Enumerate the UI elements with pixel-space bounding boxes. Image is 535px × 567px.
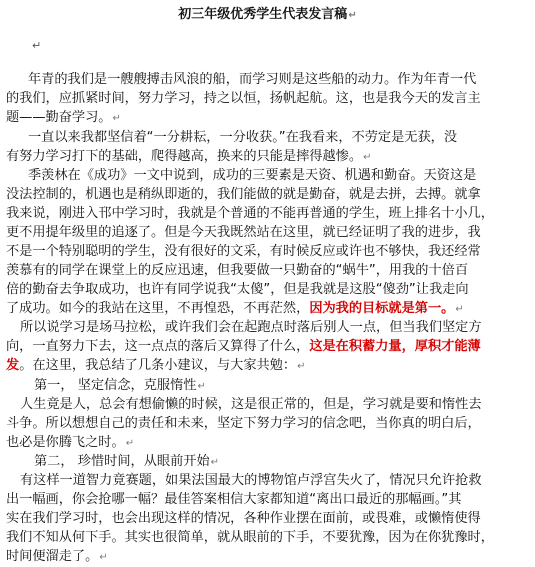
line-text: 向，一直努力下去，这一点点的落后又算得了什么， — [6, 339, 310, 354]
text-line — [34, 376, 535, 396]
text-line — [20, 471, 535, 490]
text-line — [6, 509, 532, 528]
line-text: 所以说学习是场马拉松，或许我们会在起跑点时落后别人一点，但当我们坚定方 — [20, 320, 482, 335]
line-text-tail: 。在这里，我总结了几条小建议，与大家共勉： — [19, 358, 297, 373]
text-line — [6, 528, 532, 547]
text-line — [6, 242, 532, 261]
paragraph-mark-icon: ↵ — [99, 552, 108, 563]
text-line — [6, 204, 532, 223]
paragraph-mark-icon: ↵ — [297, 361, 306, 372]
text-line — [6, 337, 532, 356]
line-text: 的我们，应抓紧时间，努力学习，持之以恒，扬帆起航。这，也是我今天的发言主 — [6, 91, 481, 106]
text-line — [6, 433, 532, 453]
paragraph-mark-icon: ↵ — [455, 304, 464, 315]
paragraph-mark-icon: ↵ — [363, 152, 372, 163]
line-text: 时间便溜走了。 — [6, 549, 99, 564]
title-text: 初三年级优秀学生代表发言稿 — [178, 7, 348, 22]
text-line — [28, 166, 535, 185]
text-line — [6, 108, 532, 128]
text-line — [6, 547, 532, 567]
highlighted-text: 这是在积蓄力量，厚积才能薄 — [309, 339, 481, 354]
text-line — [34, 452, 535, 472]
paragraph-mark-icon: ↵ — [197, 381, 206, 392]
highlighted-text: 发 — [6, 358, 20, 373]
text-line — [6, 299, 532, 319]
text-line — [28, 128, 535, 147]
line-text: 我们不知从何下手。其实也很简单，就从眼前的下手，不要犹豫，因为在你犹豫时， — [6, 530, 494, 545]
paragraph-mark-icon: ↵ — [348, 10, 357, 21]
paragraph-mark-icon: ↵ — [112, 113, 121, 124]
line-text: 有努力学习打下的基础，爬得越高，换来的只能是摔得越惨。 — [6, 149, 363, 164]
line-text: 不是一个特别聪明的学生，没有很好的文采，有时候反应或许也不够快，我还经常 — [6, 244, 481, 259]
text-line — [20, 395, 535, 414]
line-text: 更不用提年级里的追逐了。但是今天我既然站在这里，就已经证明了我的进步，我 — [6, 225, 481, 240]
text-line — [6, 261, 532, 280]
line-text: 了成功。如今的我站在这里，不再惶恐，不再茫然， — [6, 301, 310, 316]
text-line — [6, 414, 532, 433]
line-text: 没法控制的，机遇也是稍纵即逝的，我们能做的就是勤奋，就是去拼，去搏。就拿 — [6, 187, 481, 202]
text-line — [6, 89, 532, 108]
text-line — [6, 185, 532, 204]
text-line — [6, 223, 532, 242]
line-text: 羡慕有的同学在课堂上的反应迅速，但我要做一只勤奋的“蜗牛”，用我的十倍百 — [6, 263, 469, 278]
line-text: 一直以来我都坚信着“一分耕耘，一分收获。”在我看来，不劳定是无获，没 — [28, 130, 458, 145]
line-text: 季羡林在《成功》一文中说到，成功的三要素是天资、机遇和勤奋。天资这是 — [28, 168, 477, 183]
line-text: 第一， 坚定信念，克服惰性 — [34, 378, 197, 393]
line-text: 斗争。所以想想自己的责任和未来，坚定下努力学习的信念吧，当你真的明白后， — [6, 416, 481, 431]
line-text: 也必是你腾飞之时。 — [6, 435, 125, 450]
text-line — [28, 70, 535, 89]
text-line — [6, 490, 532, 509]
line-text: 第二， 珍惜时间，从眼前开始 — [34, 454, 210, 469]
highlighted-text: 因为我的目标就是第一。 — [309, 301, 455, 316]
text-line — [6, 280, 532, 299]
text-line — [20, 318, 535, 337]
paragraph-mark-icon: ↵ — [210, 457, 220, 468]
line-text: 题——勤奋学习。 — [6, 110, 112, 125]
document-title — [0, 6, 535, 25]
line-text: 我来说，刚进入邗中学习时，我就是个普通的不能再普通的学生，班上排名十小几， — [6, 206, 494, 221]
empty-paragraph-mark-icon: ↵ — [32, 39, 42, 52]
text-line — [6, 147, 532, 167]
line-text: 人生竟是人，总会有想偷懒的时候，这是很正常的，但是，学习就是要和惰性去 — [20, 397, 482, 412]
paragraph-mark-icon: ↵ — [125, 438, 135, 449]
line-text: 实在我们学习时，也会出现这样的情况，各种作业摆在面前，或畏难，或懒惰使得 — [6, 511, 481, 526]
line-text: 有这样一道智力竟赛题，如果法国最大的博物馆卢浮宫失火了，情况只允许抢救 — [20, 473, 482, 488]
line-text: 倍的勤奋去争取成功，也许有同学说我“太傻”，但是我就是这股“傻劲”让我走向 — [6, 282, 469, 297]
line-text: 出一幅画，你会抢哪一幅？最佳答案相信大家都知道“离出口最近的那幅画。”其 — [6, 492, 462, 507]
text-line — [6, 356, 532, 376]
line-text: 年青的我们是一艘艘搏击风浪的船，而学习则是这些船的动力。作为年青一代 — [28, 72, 477, 87]
